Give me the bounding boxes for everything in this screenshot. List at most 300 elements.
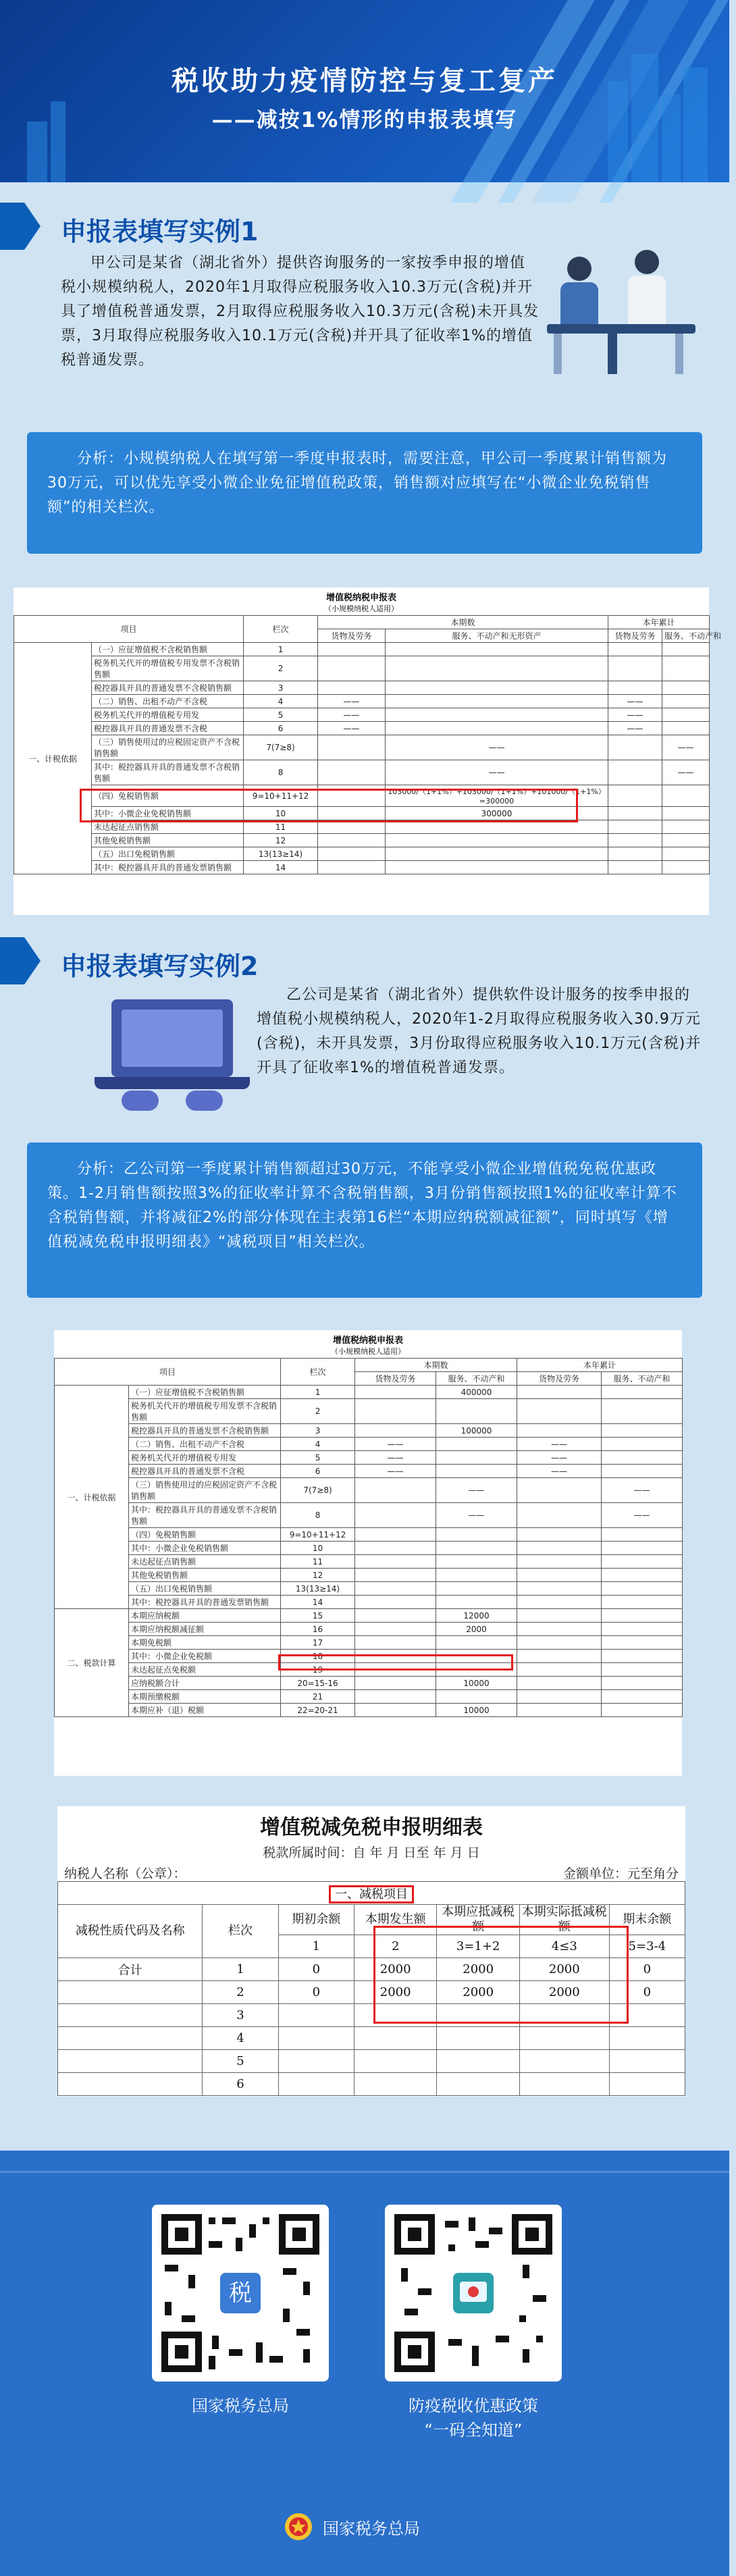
form-cell-d (662, 708, 710, 722)
form-cell-line: 15 (281, 1609, 355, 1623)
form-cell-b: 10000 (436, 1677, 517, 1690)
form-cell-a (355, 1677, 436, 1690)
relief-period: 税款所属时间：自 年 月 日至 年 月 日 (263, 1845, 480, 1860)
form-row (14, 861, 710, 874)
form-cell-b: —— (386, 760, 608, 785)
form-row (14, 847, 710, 861)
form-cell-c (517, 1663, 602, 1677)
form-cell-d (662, 722, 710, 735)
form-cell-d (602, 1636, 683, 1650)
form-cell-line: 12 (281, 1569, 355, 1582)
form-cell-line: 13(13≥14) (281, 1582, 355, 1596)
form-row (55, 1399, 683, 1424)
form-cell-c (608, 735, 662, 760)
form-cell-label: 未达起征点销售额 (129, 1555, 281, 1569)
form-cell-label: （二）销售、出租不动产不含税 (129, 1438, 281, 1451)
form-section-label: 一、计税依据 (55, 1386, 129, 1609)
form-cell-a (355, 1596, 436, 1609)
relief-cell: 0 (278, 1981, 354, 2004)
form-cell-b (436, 1569, 517, 1582)
form-cell-line: 11 (281, 1555, 355, 1569)
form-cell-b (386, 656, 608, 681)
relief-header-cell: 期初余额 (278, 1905, 354, 1935)
form1-col-service-ytd: 服务、不动产和 (662, 629, 710, 643)
form-cell-line: 16 (281, 1623, 355, 1636)
relief-cell (278, 2050, 354, 2073)
form-cell-a (318, 643, 386, 656)
form-cell-c (608, 760, 662, 785)
form1-title: 增值税纳税申报表 (325, 593, 396, 603)
example1-heading (0, 203, 473, 250)
relief-cell: 0 (278, 1958, 354, 1981)
relief-cell (519, 2073, 609, 2096)
form-row (14, 656, 710, 681)
example2-analysis: 分析：乙公司第一季度累计销售额超过30万元，不能享受小微企业增值税免税优惠政策。1-2月销售额按照3%的征收率计算不含税销售额，3月份销售额按照1%的征收率计算不含税销售额，并将减征2%的部分体现在主表第16栏“本期应纳税额减征额”，同时填写《增值税减免税申报明细表》“减税项目”相关栏次。 (27, 1142, 702, 1298)
form2-col-current: 本期数 (355, 1359, 517, 1372)
form-cell-a: —— (355, 1438, 436, 1451)
form2-col-goods-ytd: 货物及劳务 (517, 1372, 602, 1386)
relief-cell: 2000 (354, 1958, 437, 1981)
form-cell-line: 8 (281, 1503, 355, 1528)
form-cell-d (602, 1690, 683, 1704)
relief-row (58, 2027, 685, 2050)
relief-subheader-cell: 4≤3 (519, 1935, 609, 1958)
relief-cell: 1 (203, 1958, 278, 1981)
form-cell-c (608, 643, 662, 656)
form-cell-c: —— (517, 1438, 602, 1451)
form-cell-line: 2 (281, 1399, 355, 1424)
form-row (14, 834, 710, 847)
form-cell-label: （三）销售使用过的应税固定资产不含税销售额 (129, 1478, 281, 1503)
form-cell-d (602, 1569, 683, 1582)
relief-cell: 2000 (437, 1958, 520, 1981)
relief-detail-form (57, 1806, 685, 2097)
form-cell-d (662, 695, 710, 708)
form-cell-c (608, 861, 662, 874)
form-cell-d (602, 1650, 683, 1663)
form-cell-label: 未达起征点销售额 (92, 820, 244, 834)
form-cell-c (608, 834, 662, 847)
form-cell-a (355, 1424, 436, 1438)
qr2-caption-line2: “一码全知道” (424, 2421, 523, 2440)
form-cell-a (318, 760, 386, 785)
relief-cell: 2000 (519, 1981, 609, 2004)
form-cell-d (602, 1609, 683, 1623)
form2-highlight-row16 (278, 1654, 513, 1671)
form-cell-label: 税控器具开具的普通发票不含税 (129, 1465, 281, 1478)
form-row (14, 681, 710, 695)
form-cell-label: （一）应征增值税不含税销售额 (92, 643, 244, 656)
form-cell-b (386, 708, 608, 722)
form-row (55, 1636, 683, 1650)
form-row (55, 1690, 683, 1704)
form1-col-service: 服务、不动产和无形资产 (386, 629, 608, 643)
form-cell-b (436, 1451, 517, 1465)
form-cell-c: —— (608, 695, 662, 708)
form-cell-c (517, 1528, 602, 1542)
form-cell-label: 其中：税控器具开具的普通发票不含税销售额 (129, 1503, 281, 1528)
form-cell-label: 税控器具开具的普通发票不含税 (92, 722, 244, 735)
form2-col-ytd: 本年累计 (517, 1359, 683, 1372)
example1-heading-text: 申报表填写实例1 (61, 217, 259, 246)
form-cell-a (355, 1386, 436, 1399)
footer (0, 2151, 729, 2576)
form2-title: 增值税纳税申报表 (332, 1336, 403, 1346)
page-title: 税收助力疫情防控与复工复产 (172, 65, 558, 97)
qr1-center-glyph: 税 (229, 2280, 252, 2307)
form-cell-line: 2 (244, 656, 318, 681)
form-cell-label: 其中：税控器具开具的普通发票销售额 (92, 861, 244, 874)
form-cell-label: 税务机关代开的增值税专用发 (92, 708, 244, 722)
form-row (55, 1582, 683, 1596)
form-cell-line: 9=10+11+12 (244, 785, 318, 807)
form-cell-label: 税务机关代开的增值税专用发 (129, 1451, 281, 1465)
form-cell-a (355, 1478, 436, 1503)
form-cell-label: 税控器具开具的普通发票不含税销售额 (92, 681, 244, 695)
form-cell-line: 18 (281, 1650, 355, 1663)
form-section-label: 二、税款计算 (55, 1609, 129, 1717)
qr2-caption (358, 2394, 589, 2442)
relief-cell (278, 2073, 354, 2096)
form-cell-c: —— (608, 722, 662, 735)
form-cell-label: （一）应征增值税不含税销售额 (129, 1386, 281, 1399)
form-cell-line: 14 (281, 1596, 355, 1609)
relief-cell (58, 2073, 203, 2096)
form-cell-a (318, 735, 386, 760)
form-cell-d (602, 1663, 683, 1677)
form-cell-d (602, 1451, 683, 1465)
form2-col-service-ytd: 服务、不动产和 (602, 1372, 683, 1386)
form-cell-line: 21 (281, 1690, 355, 1704)
form-cell-d (662, 861, 710, 874)
qr-code-tax-bureau[interactable] (152, 2205, 329, 2382)
form-cell-label: 其中：小微企业免税销售额 (129, 1542, 281, 1555)
form-cell-label: 其中：小微企业免税销售额 (92, 807, 244, 820)
form-cell-b (436, 1465, 517, 1478)
form-cell-d (602, 1623, 683, 1636)
form-cell-line: 10 (281, 1542, 355, 1555)
form-cell-a (318, 656, 386, 681)
form-cell-a (355, 1569, 436, 1582)
relief-cell (609, 2073, 685, 2096)
form-cell-a: —— (318, 722, 386, 735)
example2-body: 乙公司是某省（湖北省外）提供软件设计服务的按季申报的增值税小规模纳税人，2020年1-2月取得应税服务收入30.9万元(含税)，未开具发票，3月份取得应税服务收入10.1万元(含税)并开具了征收率1%的增值税普通发票。 (257, 987, 702, 1076)
form-cell-c (517, 1386, 602, 1399)
relief-cell: 4 (203, 2027, 278, 2050)
page-subtitle: ——减按1%情形的申报表填写 (211, 108, 518, 132)
qr-code-policy[interactable] (385, 2205, 562, 2382)
form-row (55, 1424, 683, 1438)
form-cell-b (386, 695, 608, 708)
example1-analysis: 分析：小规模纳税人在填写第一季度申报表时，需要注意，甲公司一季度累计销售额为30万元，可以优先享受小微企业免征增值税政策，销售额对应填写在“小微企业免税销售额”的相关栏次。 (27, 432, 702, 554)
form-cell-b: —— (386, 735, 608, 760)
form-row (55, 1478, 683, 1503)
form-cell-d: —— (602, 1478, 683, 1503)
form-cell-b: 12000 (436, 1609, 517, 1623)
form1-col-ytd: 本年累计 (608, 616, 710, 629)
form2-col-line: 栏次 (281, 1359, 355, 1386)
relief-cell (609, 2050, 685, 2073)
footer-brand: 国家税务总局 (323, 2519, 420, 2538)
form-row (55, 1465, 683, 1478)
form-cell-line: 3 (281, 1424, 355, 1438)
form-cell-label: （五）出口免税销售额 (92, 847, 244, 861)
relief-cell: 2000 (354, 1981, 437, 2004)
example2-heading (0, 937, 473, 984)
relief-cell (58, 1981, 203, 2004)
form1-col-item: 项目 (14, 616, 244, 643)
form-cell-d (602, 1465, 683, 1478)
form-row (55, 1569, 683, 1582)
qr-code-icon (161, 2214, 319, 2372)
form-cell-b (436, 1542, 517, 1555)
relief-header-cell: 本期应抵减税额 (437, 1905, 520, 1935)
qr1-caption: 国家税务总局 (192, 2396, 289, 2415)
relief-subheader-cell: 3=1+2 (437, 1935, 520, 1958)
form-cell-line: 1 (244, 643, 318, 656)
relief-cell (437, 2073, 520, 2096)
relief-header-cell: 减税性质代码及名称 (58, 1905, 203, 1958)
form-cell-d: —— (602, 1503, 683, 1528)
form-cell-label: （二）销售、出租不动产不含税 (92, 695, 244, 708)
relief-cell: 0 (609, 1958, 685, 1981)
form-row (55, 1677, 683, 1690)
form-cell-line: 10 (244, 807, 318, 820)
relief-row (58, 2073, 685, 2096)
form-cell-label: 税务机关代开的增值税专用发票不含税销售额 (129, 1399, 281, 1424)
form-row (55, 1503, 683, 1528)
form-cell-c: —— (608, 708, 662, 722)
meeting-illustration (540, 243, 702, 378)
qr-code-icon (394, 2214, 552, 2372)
relief-cell: 6 (203, 2073, 278, 2096)
form-cell-c (517, 1690, 602, 1704)
form-cell-a (318, 861, 386, 874)
form-cell-d (662, 681, 710, 695)
form-cell-b: 10000 (436, 1704, 517, 1717)
relief-subheader-cell: 2 (354, 1935, 437, 1958)
form-cell-line: 5 (281, 1451, 355, 1465)
form-cell-line: 1 (281, 1386, 355, 1399)
relief-highlight-columns (373, 1926, 629, 2024)
relief-cell: 2000 (437, 1981, 520, 2004)
form-cell-c (517, 1636, 602, 1650)
form-row (14, 722, 710, 735)
form-cell-b (386, 847, 608, 861)
form-cell-a (355, 1399, 436, 1424)
form1-col-goods-ytd: 货物及劳务 (608, 629, 662, 643)
form-cell-a: —— (355, 1451, 436, 1465)
relief-header-cell: 栏次 (203, 1905, 278, 1958)
relief-cell: 2 (203, 1981, 278, 2004)
form-cell-label: （三）销售使用过的应税固定资产不含税销售额 (92, 735, 244, 760)
tax-bureau-emblem-icon (284, 2512, 313, 2542)
form-cell-line: 4 (281, 1438, 355, 1451)
form2-col-item: 项目 (55, 1359, 281, 1386)
form-cell-a (355, 1636, 436, 1650)
form-cell-line: 14 (244, 861, 318, 874)
form-cell-d (602, 1582, 683, 1596)
form-cell-b (436, 1438, 517, 1451)
form-cell-d (662, 820, 710, 834)
form-cell-line: 22=20-21 (281, 1704, 355, 1717)
form-cell-d (602, 1677, 683, 1690)
form-cell-d (602, 1596, 683, 1609)
form-cell-a (355, 1609, 436, 1623)
form-cell-label: （四）免税销售额 (92, 785, 244, 807)
form2-col-goods: 货物及劳务 (355, 1372, 436, 1386)
form-cell-line: 9=10+11+12 (281, 1528, 355, 1542)
form-cell-b (436, 1582, 517, 1596)
relief-cell (354, 2050, 437, 2073)
form-cell-label: 其他免税销售额 (92, 834, 244, 847)
form-row (55, 1528, 683, 1542)
form-cell-c: —— (517, 1465, 602, 1478)
form-cell-b: 103000/（1+1%）+103000/（1+1%）+101000/（1+1%）=300000 (386, 785, 608, 807)
form-cell-line: 4 (244, 695, 318, 708)
form-cell-line: 13(13≥14) (244, 847, 318, 861)
form-row (55, 1451, 683, 1465)
relief-cell (437, 2027, 520, 2050)
form-cell-line: 17 (281, 1636, 355, 1650)
relief-row (58, 2050, 685, 2073)
form-cell-a (318, 681, 386, 695)
form1-table (14, 615, 722, 874)
form-cell-b: 2000 (436, 1623, 517, 1636)
form-cell-d (602, 1399, 683, 1424)
relief-cell (519, 2050, 609, 2073)
form-cell-label: 其中：税控器具开具的普通发票不含税销售额 (92, 760, 244, 785)
form-cell-label: 本期应纳税额减征额 (129, 1623, 281, 1636)
qr2-caption-line1: 防疫税收优惠政策 (409, 2396, 538, 2415)
form-cell-d (662, 807, 710, 820)
form-cell-line: 6 (244, 722, 318, 735)
form2-col-service: 服务、不动产和 (436, 1372, 517, 1386)
form-cell-b (386, 722, 608, 735)
relief-cell (58, 2050, 203, 2073)
form-cell-c (517, 1399, 602, 1424)
form-cell-c (517, 1569, 602, 1582)
relief-cell (519, 2027, 609, 2050)
form-section-label: 一、计税依据 (14, 643, 92, 874)
form-cell-label: 本期应纳税额 (129, 1609, 281, 1623)
form-cell-a (355, 1704, 436, 1717)
form1-vat-return (14, 587, 722, 915)
form-cell-a (318, 834, 386, 847)
form-cell-d (662, 847, 710, 861)
form-cell-a: —— (318, 695, 386, 708)
form-cell-b (436, 1555, 517, 1569)
form-cell-a (355, 1528, 436, 1542)
form1-col-current: 本期数 (318, 616, 608, 629)
form-cell-a (355, 1555, 436, 1569)
form1-highlight-row9-10 (80, 789, 578, 822)
form-cell-b (436, 1636, 517, 1650)
form-cell-label: 本期免税额 (129, 1636, 281, 1650)
form-cell-c (517, 1677, 602, 1690)
relief-header-cell: 本期发生额 (354, 1905, 437, 1935)
form-cell-line: 7(7≥8) (244, 735, 318, 760)
form-row (14, 735, 710, 760)
form-cell-c (517, 1596, 602, 1609)
form-cell-c (517, 1503, 602, 1528)
form-cell-label: 未达起征点免税额 (129, 1663, 281, 1677)
form-cell-d (602, 1704, 683, 1717)
form-row (55, 1609, 683, 1623)
relief-subheader-cell: 1 (278, 1935, 354, 1958)
form-cell-label: 本期应补（退）税额 (129, 1704, 281, 1717)
form-cell-d (602, 1438, 683, 1451)
form-cell-b (386, 681, 608, 695)
form-cell-b (386, 834, 608, 847)
form-cell-c (517, 1704, 602, 1717)
form-cell-label: 其中：小微企业免税额 (129, 1650, 281, 1663)
form-cell-label: （四）免税销售额 (129, 1528, 281, 1542)
relief-unit: 金额单位：元至角分 (562, 1866, 679, 1881)
form-cell-line: 20=15-16 (281, 1677, 355, 1690)
form-row (55, 1623, 683, 1636)
form-cell-c (608, 847, 662, 861)
form2-vat-return (54, 1330, 682, 1776)
relief-cell: 合计 (58, 1958, 203, 1981)
form-cell-c (517, 1650, 602, 1663)
form-cell-c (517, 1582, 602, 1596)
form-cell-a: —— (355, 1465, 436, 1478)
form-cell-label: 税务机关代开的增值税专用发票不含税销售额 (92, 656, 244, 681)
form-cell-c (608, 807, 662, 820)
relief-header-cell: 本期实际抵减税额 (519, 1905, 609, 1935)
form-cell-d (662, 643, 710, 656)
form1-col-line: 栏次 (244, 616, 318, 643)
form-cell-line: 19 (281, 1663, 355, 1677)
form-cell-label: 本期预缴税额 (129, 1690, 281, 1704)
form-cell-b: 100000 (436, 1424, 517, 1438)
relief-cell (437, 2050, 520, 2073)
form-cell-line: 6 (281, 1465, 355, 1478)
relief-header-cell: 期末余额 (609, 1905, 685, 1935)
form-cell-d: —— (662, 760, 710, 785)
form-cell-line: 5 (244, 708, 318, 722)
form-row (55, 1438, 683, 1451)
form-row (55, 1596, 683, 1609)
relief-title: 增值税减免税申报明细表 (260, 1816, 483, 1839)
form-cell-label: 税控器具开具的普通发票不含税销售额 (129, 1424, 281, 1438)
form-cell-label: 应纳税额合计 (129, 1677, 281, 1690)
relief-cell (354, 2027, 437, 2050)
form-cell-c (517, 1623, 602, 1636)
form-row (55, 1555, 683, 1569)
relief-cell (278, 2004, 354, 2027)
relief-section-label: 一、减税项目 (329, 1885, 414, 1903)
form-cell-d (662, 785, 710, 807)
form-cell-c (517, 1424, 602, 1438)
form-cell-b: —— (436, 1503, 517, 1528)
relief-cell (58, 2027, 203, 2050)
form-row (14, 695, 710, 708)
form-cell-a (355, 1582, 436, 1596)
relief-subheader-cell: 5=3-4 (609, 1935, 685, 1958)
relief-cell (58, 2004, 203, 2027)
form-cell-d (602, 1555, 683, 1569)
form-cell-c (517, 1555, 602, 1569)
form-cell-label: 其中：税控器具开具的普通发票销售额 (129, 1596, 281, 1609)
form-cell-c (517, 1609, 602, 1623)
form-cell-d (662, 656, 710, 681)
form-cell-c (517, 1542, 602, 1555)
form-cell-line: 11 (244, 820, 318, 834)
form-cell-b (436, 1399, 517, 1424)
form-cell-c (608, 785, 662, 807)
